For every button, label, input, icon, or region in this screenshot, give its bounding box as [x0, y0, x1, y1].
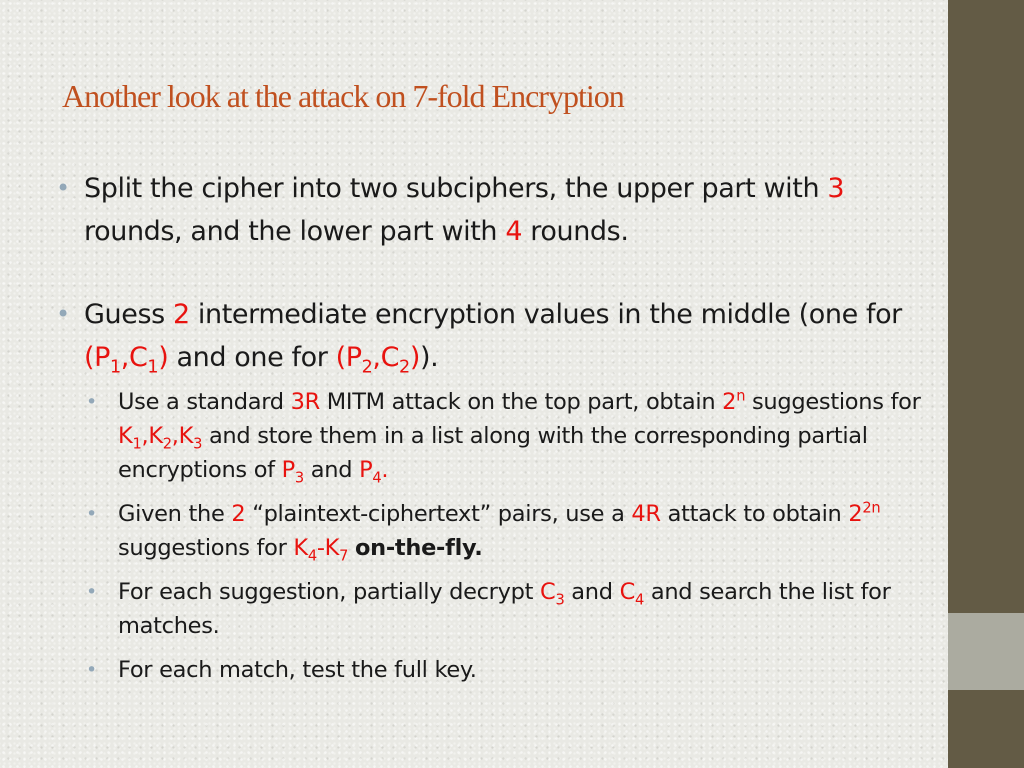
- highlight: 2: [172, 299, 190, 330]
- highlight: ,K: [171, 423, 194, 449]
- text: and: [564, 579, 620, 605]
- text: and one for: [168, 342, 336, 373]
- text: ).: [419, 342, 439, 373]
- highlight: -K: [316, 535, 340, 561]
- text: [348, 535, 355, 561]
- subscript: 2: [162, 435, 172, 453]
- text: rounds.: [522, 216, 629, 247]
- highlight: ,C: [120, 342, 148, 373]
- highlight: 2: [231, 501, 246, 527]
- sub-bullet-mitm-attack: [86, 385, 936, 487]
- highlight: ): [409, 342, 420, 373]
- highlight: 4R: [631, 501, 661, 527]
- text: suggestions for: [745, 389, 921, 415]
- subscript: 7: [339, 547, 349, 565]
- highlight: (P: [335, 342, 362, 373]
- subscript: 4: [635, 591, 644, 609]
- text: and store them in a list along with the corresponding partial encryptions of: [118, 423, 868, 483]
- superscript: 2n: [862, 499, 881, 517]
- highlight: .: [381, 457, 389, 483]
- text: Given the: [118, 501, 232, 527]
- text: rounds, and the lower part with: [84, 216, 506, 247]
- slide-content: [56, 167, 936, 687]
- highlight: 2: [722, 389, 737, 415]
- highlight: 4: [505, 216, 523, 247]
- subscript: 3: [294, 469, 304, 487]
- text: suggestions for: [118, 535, 294, 561]
- text: MITM attack on the top part, obtain: [319, 389, 723, 415]
- subscript: 4: [372, 469, 382, 487]
- bullet-dot-icon: •: [86, 391, 97, 413]
- text: For each suggestion, partially decrypt: [118, 579, 541, 605]
- bullet-guess-values: [56, 293, 936, 379]
- highlight: K: [118, 423, 133, 449]
- text: Split the cipher into two subciphers, the upper part with: [84, 173, 828, 204]
- bullet-dot-icon: •: [86, 659, 97, 681]
- bullet-dot-icon: •: [86, 503, 97, 525]
- text: and: [303, 457, 360, 483]
- slide-title: Another look at the attack on 7-fold Encryption: [62, 78, 624, 114]
- highlight: ): [158, 342, 169, 373]
- subscript: 3: [555, 591, 565, 609]
- highlight: C: [540, 579, 556, 605]
- subscript: 1: [110, 357, 121, 378]
- highlight: K: [293, 535, 308, 561]
- subscript: 2: [399, 357, 410, 378]
- sub-bullet-partial-decrypt: [86, 575, 936, 643]
- highlight: 2: [848, 501, 863, 527]
- subscript: 1: [147, 357, 159, 378]
- highlight: (P: [84, 342, 111, 373]
- text: Guess: [84, 299, 173, 330]
- highlight: P: [359, 457, 373, 483]
- bullet-dot-icon: •: [56, 174, 70, 202]
- highlight: C: [619, 579, 635, 605]
- subscript: 2: [361, 357, 373, 378]
- bullet-dot-icon: •: [56, 300, 70, 328]
- text: Use a standard: [118, 389, 291, 415]
- bullet-dot-icon: •: [86, 581, 97, 603]
- text: intermediate encryption values in the middle (one for: [189, 299, 902, 330]
- sub-bullet-test-key: [86, 653, 936, 687]
- text: For each match, test the full key.: [118, 657, 477, 683]
- bold-text: on-the-fly.: [355, 535, 483, 561]
- bullet-split-cipher: [56, 167, 936, 253]
- highlight: ,K: [141, 423, 163, 449]
- subscript: 1: [132, 435, 142, 453]
- subscript: 3: [193, 435, 203, 453]
- highlight: ,C: [372, 342, 400, 373]
- highlight: P: [281, 457, 295, 483]
- superscript: n: [736, 387, 746, 405]
- text: “plaintext-ciphertext” pairs, use a: [245, 501, 632, 527]
- side-accent-block: [948, 613, 1024, 690]
- text: attack to obtain: [660, 501, 849, 527]
- highlight: 3R: [290, 389, 320, 415]
- text: and search the list for matches.: [118, 579, 891, 639]
- subscript: 4: [307, 547, 317, 565]
- highlight: 3: [827, 173, 845, 204]
- sub-bullet-4r-attack: [86, 497, 936, 565]
